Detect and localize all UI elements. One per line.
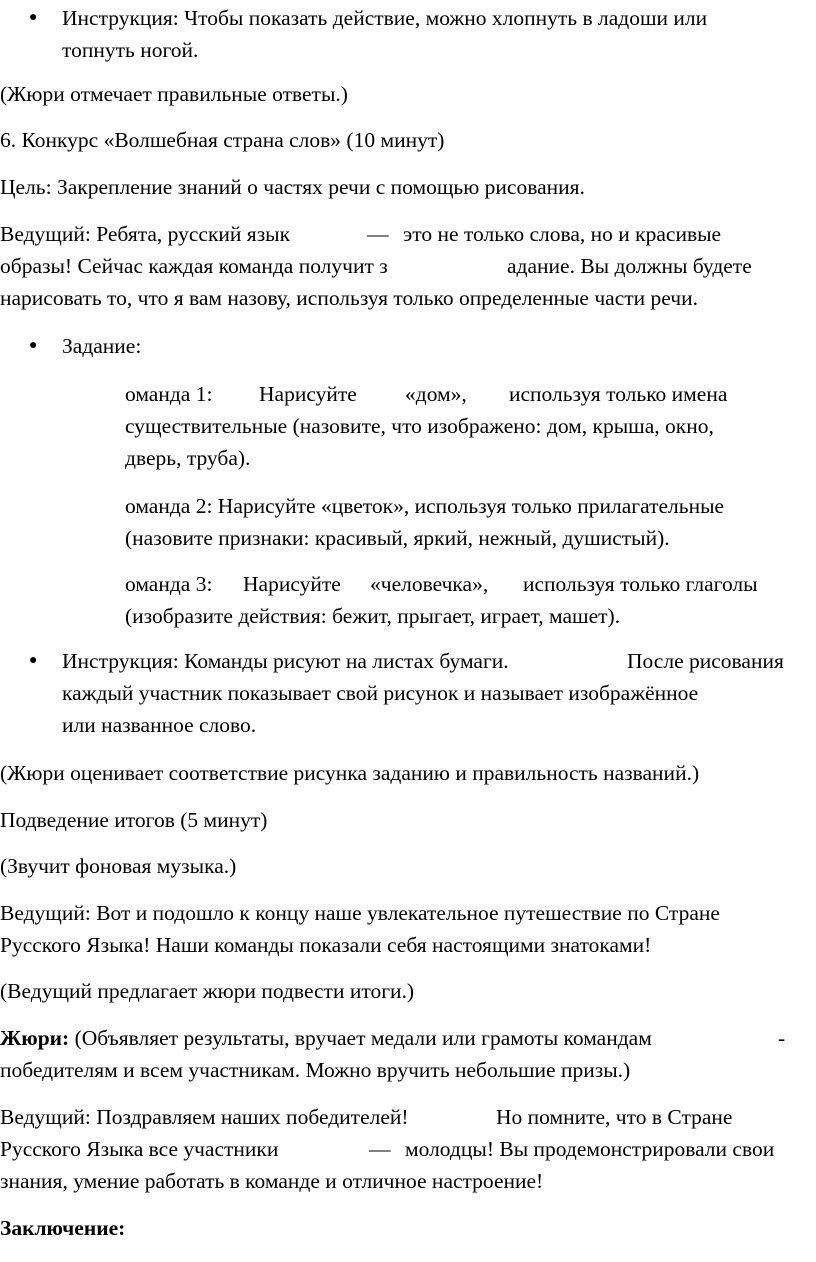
team-3-task bbox=[125, 568, 800, 632]
text-segment: Инструкция: Команды рисуют на листах бумаги. bbox=[62, 649, 509, 673]
text-segment: После рисования bbox=[627, 649, 784, 673]
text-segment: Русского Языка все участники bbox=[0, 1137, 279, 1161]
host-congrats-paragraph bbox=[0, 1101, 816, 1197]
text-segment: используя только имена bbox=[509, 382, 728, 406]
music-note: (Звучит фоновая музыка.) bbox=[0, 854, 237, 878]
jury-note-2: (Жюри оценивает соответствие рисунка заданию и правильность названий.) bbox=[0, 761, 700, 785]
conclusion-heading bbox=[0, 1212, 816, 1244]
bullet-dot-icon: ● bbox=[29, 653, 38, 668]
contest-title: 6. Конкурс «Волшебная страна слов» (10 минут) bbox=[0, 128, 445, 152]
text-segment: Ведущий: Ребята, русский язык bbox=[0, 222, 291, 246]
conclusion-label: Заключение: bbox=[0, 1216, 126, 1240]
jury-note-1: (Жюри отмечает правильные ответы.) bbox=[0, 82, 348, 106]
text-line: топнуть ногой. bbox=[62, 38, 199, 62]
text-line: существительные (назовите, что изображено: дом, крыша, окно, bbox=[125, 414, 714, 438]
text-segment: молодцы! Вы продемонстрировали свои bbox=[405, 1137, 775, 1161]
jury-label: Жюри: bbox=[0, 1026, 70, 1050]
text-line: оманда 2: Нарисуйте «цветок», используя только прилагательные bbox=[125, 494, 725, 518]
text-line: (назовите признаки: красивый, яркий, нежный, душистый). bbox=[125, 526, 670, 550]
text-segment: Но помните, что в Стране bbox=[496, 1105, 733, 1129]
goal-paragraph: Цель: Закрепление знаний о частях речи с помощью рисования. bbox=[0, 175, 585, 199]
host-intro-paragraph bbox=[0, 218, 790, 314]
text-line: каждый участник показывает свой рисунок и называет изображённое bbox=[62, 681, 699, 705]
bullet-dot-icon: ● bbox=[29, 10, 38, 25]
dash: — bbox=[367, 222, 389, 246]
text-segment: оманда 1: bbox=[125, 382, 213, 406]
text-segment: образы! Сейчас каждая команда получит з bbox=[0, 254, 388, 278]
text-segment: это не только слова, но и красивые bbox=[403, 222, 722, 246]
text-segment: (Объявляет результаты, вручает медали или грамоты командам bbox=[74, 1026, 652, 1050]
task-label: Задание: bbox=[62, 334, 142, 358]
text-segment: адание. Вы должны будете bbox=[507, 254, 752, 278]
team-2-task bbox=[125, 490, 816, 554]
text-line: победителям и всем участникам. Можно вручить небольшие призы.) bbox=[0, 1058, 631, 1082]
text-segment: используя только глаголы bbox=[523, 572, 758, 596]
host-end-paragraph bbox=[0, 897, 816, 961]
text-segment: Ведущий: Поздравляем наших победителей! bbox=[0, 1105, 409, 1129]
text-segment: Нарисуйте bbox=[259, 382, 357, 406]
text-line: Инструкция: Чтобы показать действие, можно хлопнуть в ладоши или bbox=[62, 6, 708, 30]
team-1-task bbox=[125, 378, 780, 474]
text-segment: Нарисуйте bbox=[243, 572, 341, 596]
summary-title: Подведение итогов (5 минут) bbox=[0, 808, 268, 832]
text-line: (изобразите действия: бежит, прыгает, играет, машет). bbox=[125, 604, 621, 628]
text-segment: «дом», bbox=[405, 382, 467, 406]
text-line: Русского Языка! Наши команды показали себя настоящими знатоками! bbox=[0, 933, 652, 957]
text-line: нарисовать то, что я вам назову, используя только определенные части речи. bbox=[0, 286, 698, 310]
bullet-dot-icon: ● bbox=[29, 338, 38, 353]
text-line: Ведущий: Вот и подошло к концу наше увлекательное путешествие по Стране bbox=[0, 901, 720, 925]
text-line: дверь, труба). bbox=[125, 446, 251, 470]
host-offer-note: (Ведущий предлагает жюри подвести итоги.) bbox=[0, 979, 415, 1003]
text-line: или названное слово. bbox=[62, 713, 257, 737]
jury-result-paragraph bbox=[0, 1022, 816, 1086]
dash: — bbox=[369, 1137, 391, 1161]
text-line: знания, умение работать в команде и отличное настроение! bbox=[0, 1169, 544, 1193]
text-segment: оманда 3: bbox=[125, 572, 213, 596]
text-segment: «человечка», bbox=[370, 572, 489, 596]
text-segment: - bbox=[778, 1026, 786, 1050]
